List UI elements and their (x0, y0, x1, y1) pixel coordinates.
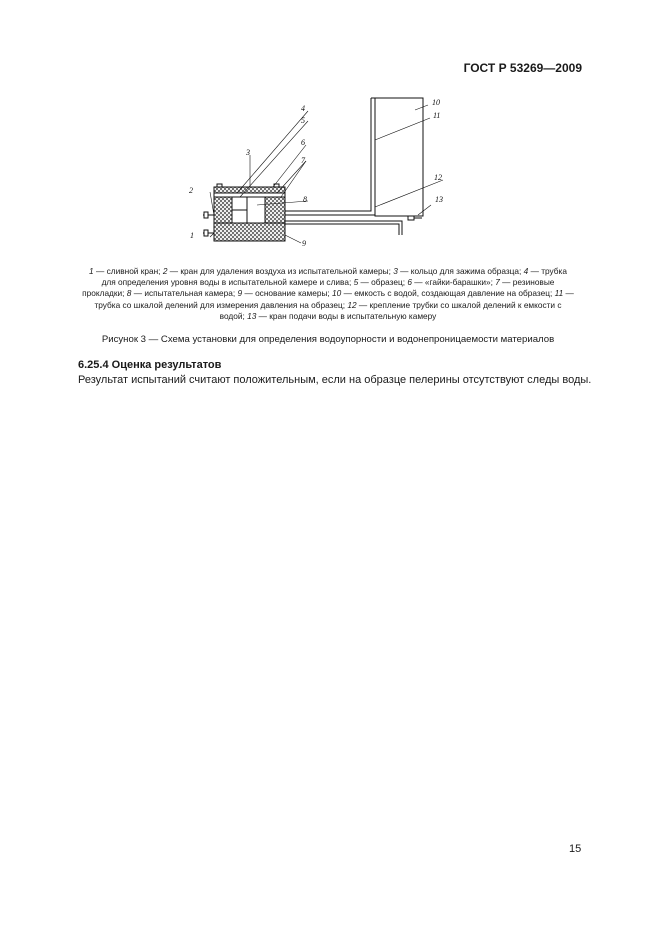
apparatus-diagram (189, 95, 470, 255)
callout-13: 13 (435, 195, 443, 204)
legend-item: 9 — основание камеры; (237, 288, 330, 299)
section-heading: 6.25.4 Оценка результатов (78, 359, 222, 371)
legend-item: 10 — емкость с водой, создающая давление на образец; (332, 288, 553, 299)
legend-item: 13 — кран подачи воды в испытательную камеру (247, 310, 437, 321)
callout-5: 5 (301, 116, 305, 125)
callout-9: 9 (302, 239, 306, 248)
legend-item: 4 — трубка для определения уровня воды в испытательной камере и слива; (101, 266, 567, 288)
legend-item: 3 — кольцо для зажима образца; (393, 266, 522, 276)
callout-6: 6 (301, 138, 305, 147)
legend-item: 8 — испытательная камера; (126, 288, 236, 299)
figure-caption: Рисунок 3 — Схема установки для определения водоупорности и водонепроницаемости материалов (101, 334, 555, 345)
legend-item: 2 — кран для удаления воздуха из испытательной камеры; (162, 266, 391, 276)
callout-10: 10 (432, 98, 440, 107)
callout-4: 4 (301, 104, 305, 113)
section-body: Результат испытаний считают положительным, если на образце пелерины отсутствуют следы воды. (78, 374, 592, 386)
legend-item: 5 — образец; (353, 277, 406, 288)
callout-1: 1 (190, 231, 194, 240)
document-header: ГОСТ Р 53269—2009 (463, 61, 582, 75)
figure-legend (82, 266, 574, 322)
callout-7: 7 (301, 156, 305, 165)
legend-item: 7 — резиновые прокладки; (82, 277, 555, 299)
taps (203, 212, 214, 236)
callout-11: 11 (433, 111, 441, 120)
legend-item: 6 — «гайки-барашки»; (407, 277, 493, 288)
apparatus-schematic (189, 95, 470, 255)
page-number: 15 (569, 843, 582, 855)
legend-item: 11 — трубка со шкалой делений для измерения давления на образец; (94, 288, 574, 310)
callout-3: 3 (246, 148, 250, 157)
callout-2: 2 (189, 186, 193, 195)
water-tank (375, 98, 423, 220)
test-chamber (214, 184, 285, 241)
legend-item: 1 — сливной кран; (89, 266, 161, 276)
legend-item: 12 — крепление трубки со шкалой делений к емкости с водой; (219, 299, 562, 321)
callout-12: 12 (434, 173, 442, 182)
callout-8: 8 (303, 195, 307, 204)
